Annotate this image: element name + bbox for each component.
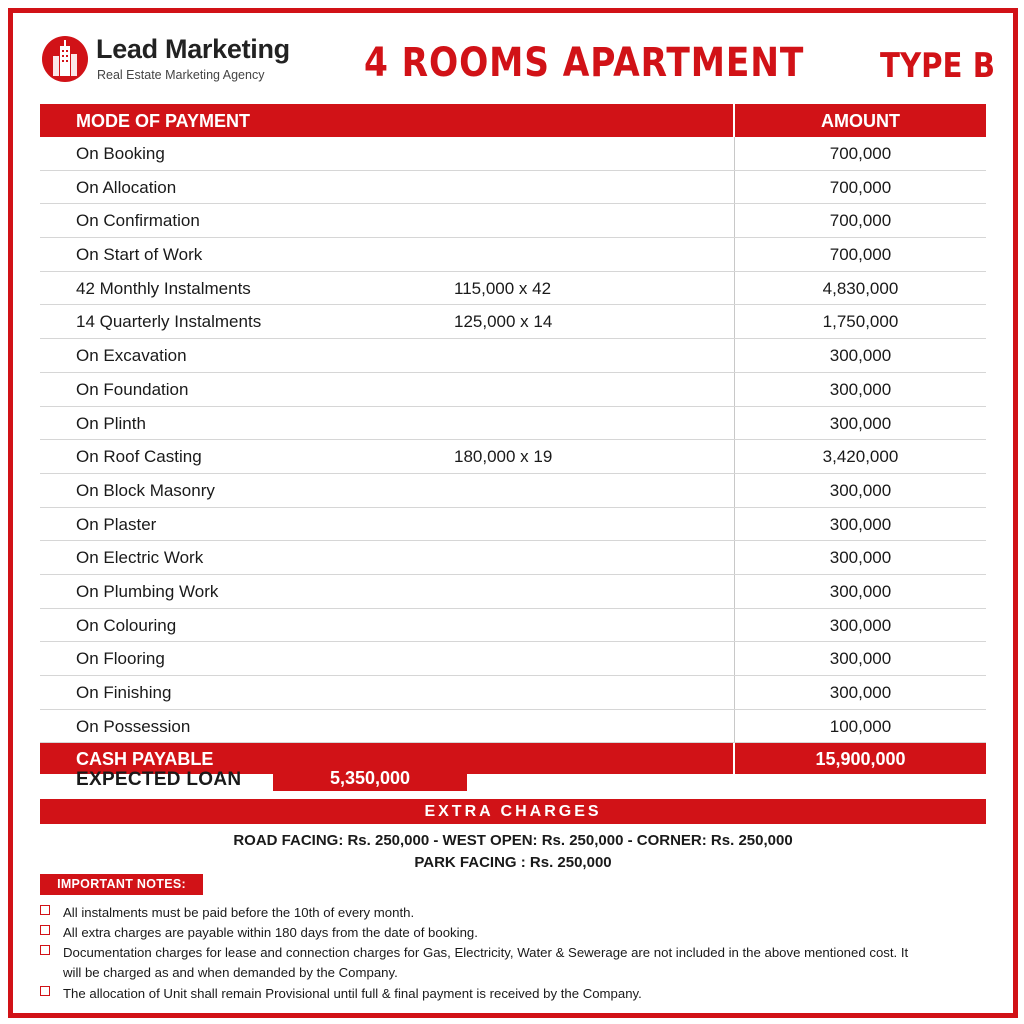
payment-detail: 125,000 x 14 (454, 312, 553, 332)
payment-amount: 300,000 (829, 379, 892, 399)
expected-loan-amount: 5,350,000 (273, 766, 467, 791)
extra-charges-line: ROAD FACING: Rs. 250,000 - WEST OPEN: Rs. 250,000 - CORNER: Rs. 250,000 (233, 832, 793, 849)
payment-mode: On Block Masonry (76, 480, 215, 500)
payment-amount: 300,000 (829, 480, 892, 500)
payment-mode: On Electric Work (76, 548, 204, 568)
payment-amount: 100,000 (829, 716, 892, 736)
header-amount: AMOUNT (821, 111, 900, 131)
table-row (40, 541, 986, 575)
payment-mode: On Foundation (76, 379, 189, 399)
note-text: All instalments must be paid before the 10th of every month. (63, 905, 415, 920)
checkbox-bullet-icon (40, 945, 50, 955)
payment-mode: On Possession (76, 716, 191, 736)
total-label: CASH PAYABLE (76, 749, 214, 770)
brand-name: Lead Marketing (96, 34, 290, 64)
table-row (40, 407, 986, 441)
table-row (40, 339, 986, 373)
payment-amount: 300,000 (829, 346, 892, 366)
important-notes-heading: IMPORTANT NOTES: (40, 874, 203, 895)
payment-amount: 300,000 (829, 649, 892, 669)
payment-mode: On Booking (76, 144, 165, 163)
payment-amount: 300,000 (829, 581, 892, 601)
table-body (40, 137, 986, 743)
payment-amount: 700,000 (829, 245, 892, 265)
extra-charges-line: PARK FACING : Rs. 250,000 (414, 854, 612, 871)
payment-mode: 14 Quarterly Instalments (76, 312, 262, 332)
payment-mode: On Excavation (76, 346, 187, 366)
brand-logo (42, 34, 302, 90)
table-row (40, 575, 986, 609)
table-row (40, 642, 986, 676)
payment-mode: On Plaster (76, 514, 157, 534)
payment-amount: 300,000 (829, 683, 892, 702)
page-title: 4 ROOMS APARTMENT (364, 40, 805, 86)
payment-mode: On Plinth (76, 413, 146, 433)
note-text: Documentation charges for lease and connection charges for Gas, Electricity, Water & Sewerage are not included in the above mentioned cost. It will be charged as and when demanded by the Company. (63, 945, 909, 980)
payment-mode: On Colouring (76, 615, 177, 635)
payment-detail: 115,000 x 42 (454, 278, 552, 298)
table-row (40, 373, 986, 407)
payment-amount: 1,750,000 (822, 312, 899, 332)
payment-mode: On Finishing (76, 683, 172, 702)
payment-amount: 300,000 (829, 615, 892, 635)
table-header (40, 104, 986, 137)
table-row (40, 508, 986, 542)
payment-amount: 700,000 (829, 144, 892, 163)
payment-mode: On Confirmation (76, 211, 200, 231)
checkbox-bullet-icon (40, 905, 50, 915)
payment-mode: On Plumbing Work (76, 581, 219, 601)
payment-mode: On Roof Casting (76, 447, 202, 467)
note-text: All extra charges are payable within 180 days from the date of booking. (63, 925, 478, 940)
table-row (40, 305, 986, 339)
table-row (40, 676, 986, 710)
total-amount: 15,900,000 (815, 749, 906, 770)
payment-amount: 700,000 (829, 177, 892, 197)
table-row (40, 474, 986, 508)
payment-amount: 4,830,000 (822, 278, 899, 298)
table-row (40, 710, 986, 744)
checkbox-bullet-icon (40, 925, 50, 935)
checkbox-bullet-icon (40, 986, 50, 996)
payment-amount: 300,000 (829, 413, 892, 433)
table-row (40, 609, 986, 643)
table-row (40, 204, 986, 238)
extra-charges-heading: EXTRA CHARGES (40, 799, 986, 824)
header-mode: MODE OF PAYMENT (76, 111, 251, 131)
table-row (40, 238, 986, 272)
payment-table (40, 104, 986, 774)
building-icon (42, 36, 88, 82)
payment-amount: 300,000 (829, 514, 892, 534)
payment-mode: 42 Monthly Instalments (76, 278, 251, 298)
apartment-type: TYPE B (880, 46, 995, 86)
brand-tagline: Real Estate Marketing Agency (97, 68, 265, 82)
note-text: The allocation of Unit shall remain Provisional until full & final payment is received by the Company. (63, 986, 642, 1001)
table-row (40, 171, 986, 205)
payment-amount: 300,000 (829, 548, 892, 568)
payment-amount: 3,420,000 (822, 447, 899, 467)
payment-mode: On Flooring (76, 649, 165, 669)
payment-mode: On Allocation (76, 177, 177, 197)
table-row (40, 137, 986, 171)
payment-mode: On Start of Work (76, 245, 203, 265)
expected-loan-label: EXPECTED LOAN (76, 769, 242, 790)
payment-detail: 180,000 x 19 (454, 447, 553, 467)
table-row (40, 440, 986, 474)
payment-amount: 700,000 (829, 211, 892, 231)
table-row (40, 272, 986, 306)
